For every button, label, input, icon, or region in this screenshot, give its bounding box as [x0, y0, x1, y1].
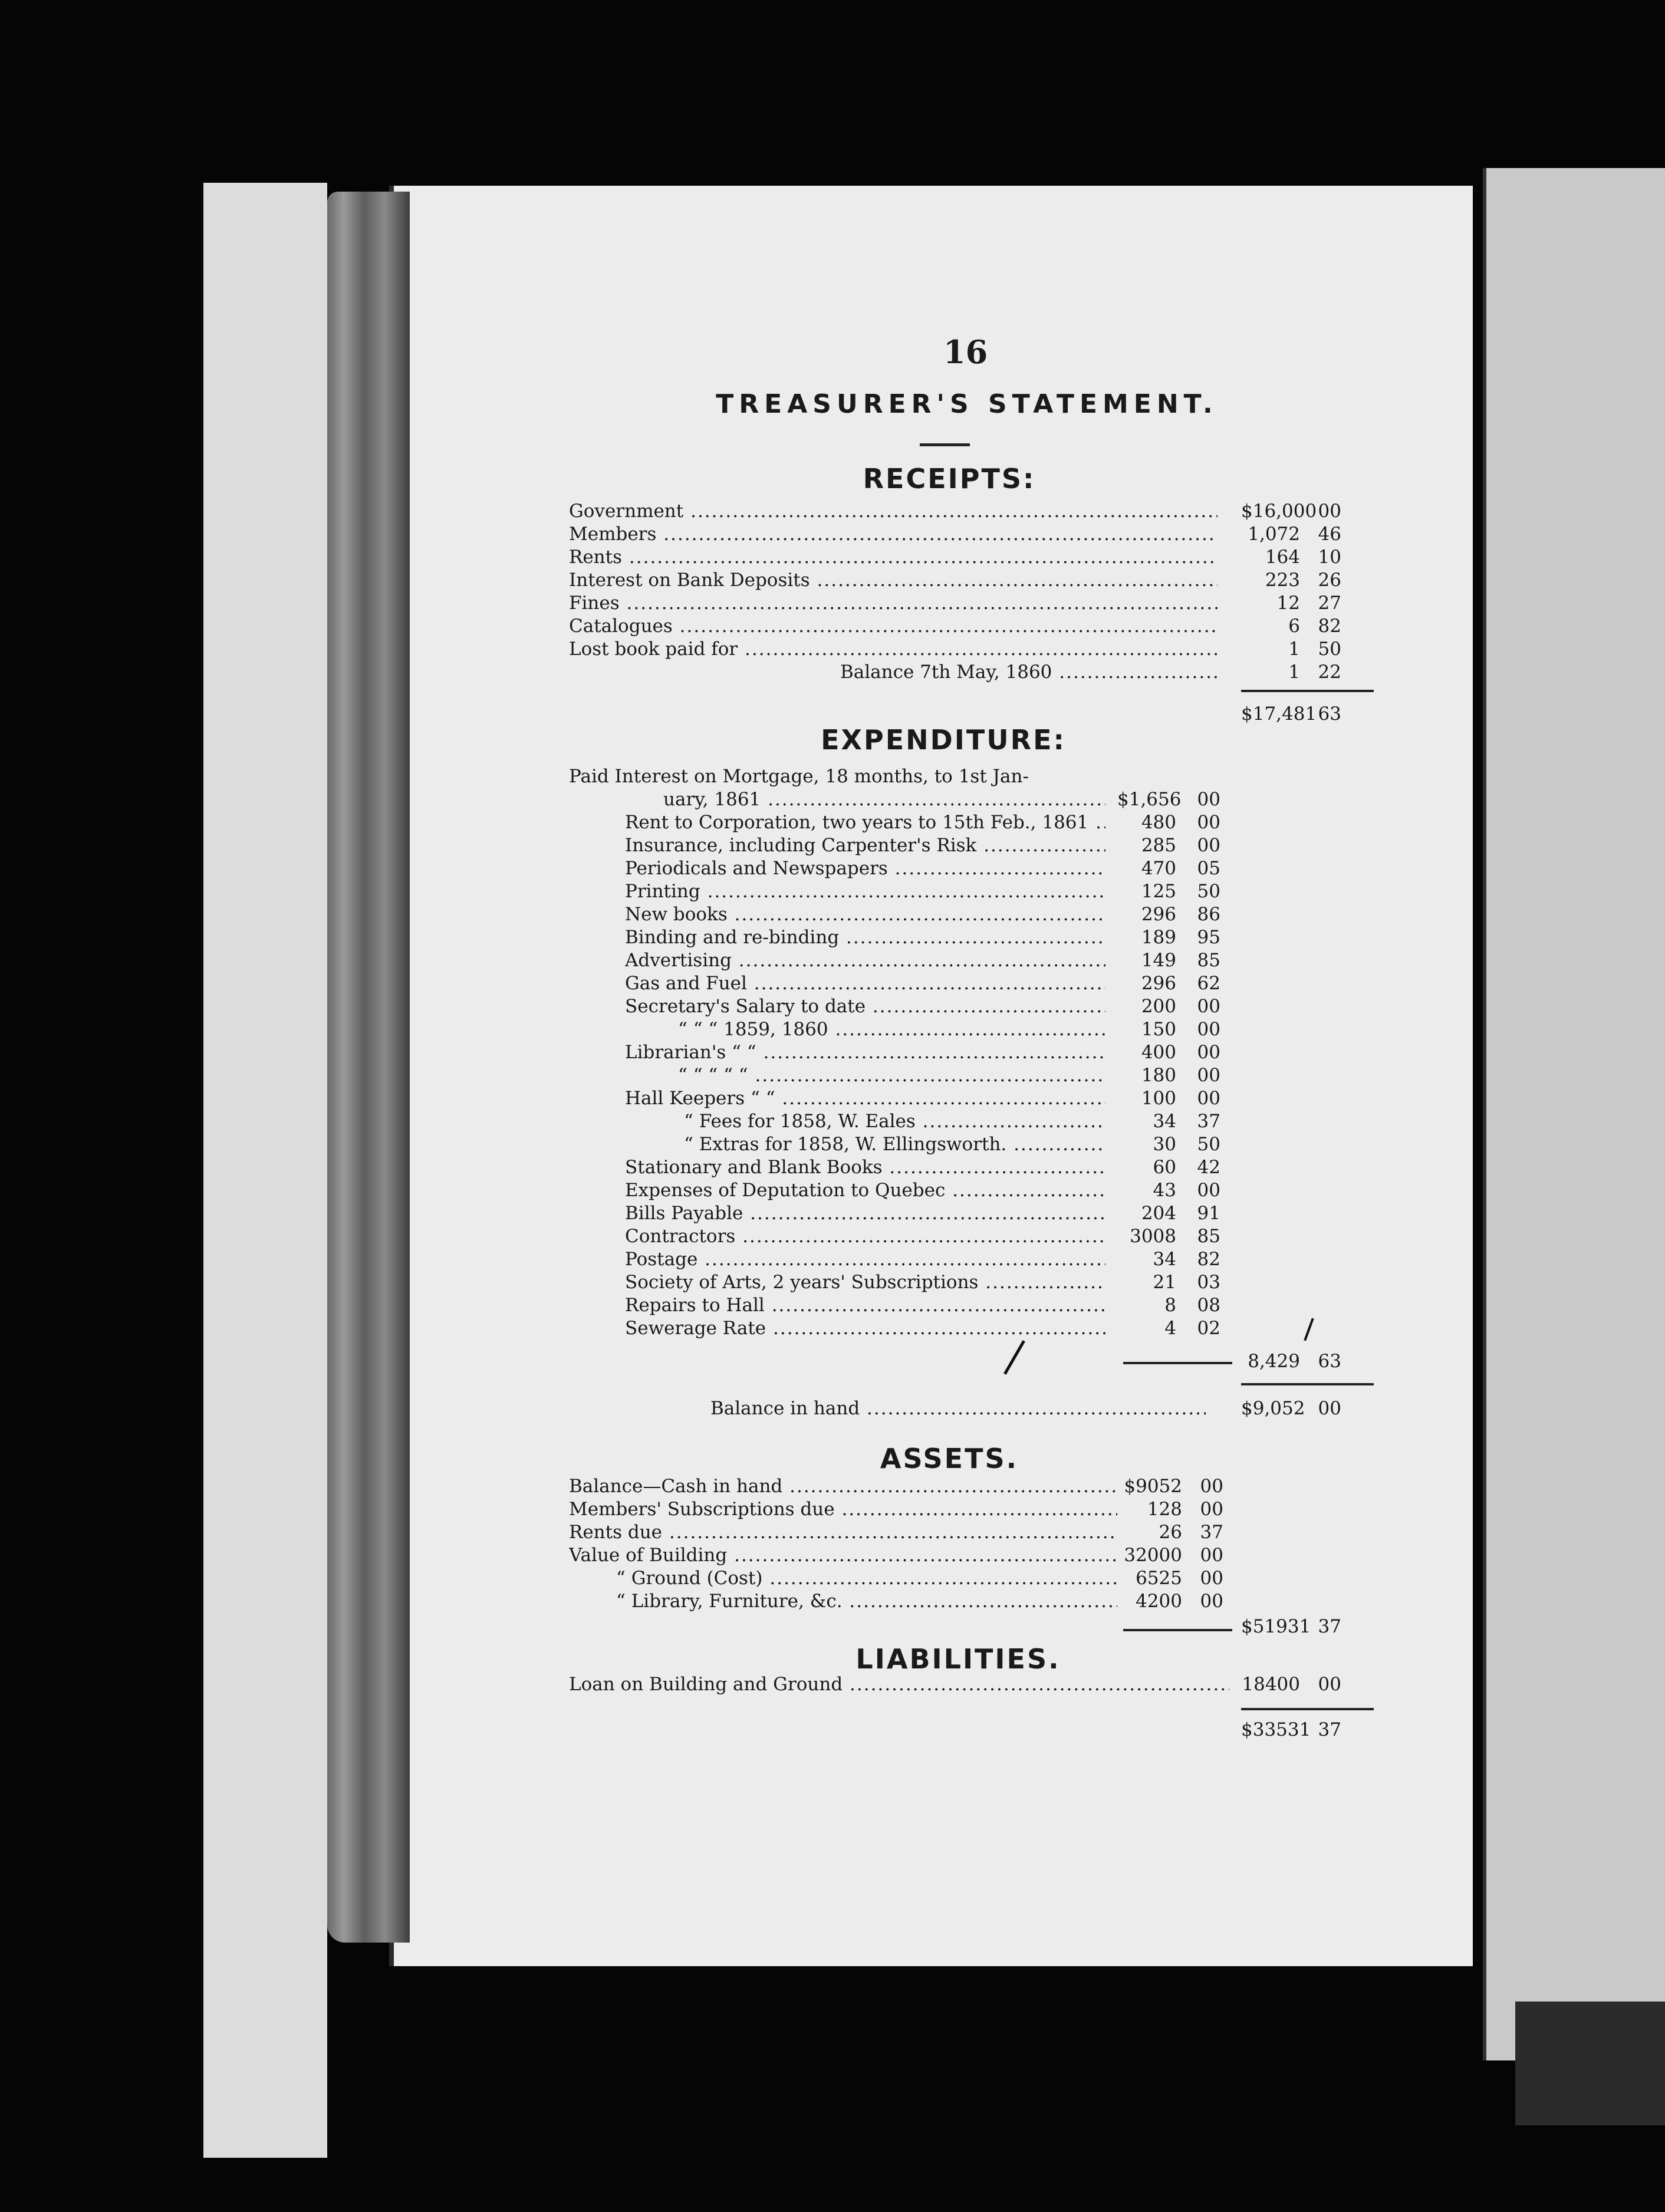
receipts-item-dollars: 164: [1265, 547, 1300, 568]
receipts-rule: [1241, 690, 1374, 692]
expenditure-item-cents: 50: [1197, 881, 1220, 902]
expenditure-item-dollars: 4: [1164, 1318, 1176, 1339]
receipts-row: [569, 569, 1371, 592]
expenditure-row: [569, 811, 1371, 834]
liabilities-heading: LIABILITIES.: [855, 1643, 1061, 1675]
expenditure-item-dollars: 296: [1141, 973, 1176, 994]
expenditure-item-label: Printing .....: [625, 880, 1105, 903]
assets-row: [569, 1475, 1371, 1498]
expenditure-item-dollars: 60: [1153, 1157, 1176, 1178]
expenditure-item-label: Stationary and Blank Books .....: [625, 1156, 1105, 1179]
receipts-row: [569, 500, 1371, 523]
receipts-heading: RECEIPTS:: [863, 463, 1036, 495]
receipts-item-dollars: 1: [1288, 638, 1300, 660]
expenditure-item-cents: 00: [1197, 812, 1220, 833]
assets-item-label: “ Library, Furniture, &c. .....: [616, 1590, 1117, 1613]
expenditure-item-cents: 00: [1197, 1042, 1220, 1063]
receipts-row: [569, 592, 1371, 615]
expenditure-item-label: Advertising .....: [625, 949, 1105, 972]
expenditure-total-dollars: 8,429: [1248, 1351, 1300, 1372]
expenditure-item-dollars: 125: [1141, 881, 1176, 902]
expenditure-item-dollars: 8: [1164, 1295, 1176, 1316]
balance-label: Balance in hand .....: [710, 1397, 1206, 1420]
expenditure-item-cents: 00: [1197, 1088, 1220, 1109]
expenditure-item-dollars: 100: [1141, 1088, 1176, 1109]
expenditure-row: [569, 1018, 1371, 1041]
receipts-item-label: Catalogues .....: [569, 615, 1218, 638]
book-binding-edge: [327, 192, 410, 1943]
expenditure-item-label: Secretary's Salary to date .....: [625, 995, 1105, 1018]
assets-item-cents: 00: [1200, 1545, 1223, 1566]
receipts-row: [569, 661, 1371, 684]
assets-item-label: Balance—Cash in hand .....: [569, 1475, 1117, 1498]
receipts-item-dollars: 12: [1276, 592, 1300, 614]
expenditure-item-label: Hall Keepers “ “ .....: [625, 1087, 1105, 1110]
receipts-row: [569, 546, 1371, 569]
expenditure-item-dollars: 43: [1153, 1180, 1176, 1201]
receipts-row: [569, 638, 1371, 661]
expenditure-item-cents: 00: [1197, 1065, 1220, 1086]
expenditure-item-label: “ Fees for 1858, W. Eales .....: [684, 1110, 1105, 1133]
assets-total-cents: 37: [1318, 1616, 1341, 1637]
receipts-item-label: Government .....: [569, 500, 1218, 523]
expenditure-item-label: Insurance, including Carpenter's Risk .....: [625, 834, 1105, 857]
assets-total: [569, 1615, 1371, 1638]
expenditure-row: [569, 1133, 1371, 1156]
expenditure-total: [569, 1350, 1371, 1373]
expenditure-item-dollars: 480: [1141, 812, 1176, 833]
balance-dollars: $9,052: [1241, 1398, 1305, 1419]
receipts-item-label: Balance 7th May, 1860 .....: [840, 661, 1218, 684]
receipts-item-label: Fines .....: [569, 592, 1218, 615]
liabilities-row: [569, 1673, 1371, 1696]
assets-item-dollars: $9052: [1124, 1476, 1182, 1497]
expenditure-item-label: Paid Interest on Mortgage, 18 months, to 1st Jan-: [569, 766, 1029, 787]
assets-item-label: Value of Building .....: [569, 1544, 1117, 1567]
expenditure-item-cents: 86: [1197, 904, 1220, 925]
assets-item-dollars: 32000: [1124, 1545, 1182, 1566]
expenditure-item-dollars: 180: [1141, 1065, 1176, 1086]
receipts-item-dollars: 223: [1265, 570, 1300, 591]
expenditure-row: [569, 788, 1371, 811]
expenditure-row: [569, 1041, 1371, 1064]
expenditure-item-cents: 05: [1197, 858, 1220, 879]
expenditure-item-cents: 37: [1197, 1111, 1220, 1132]
expenditure-item-label: Bills Payable .....: [625, 1202, 1105, 1225]
expenditure-item-dollars: 34: [1153, 1111, 1176, 1132]
expenditure-item-dollars: 150: [1141, 1019, 1176, 1040]
expenditure-item-cents: 85: [1197, 950, 1220, 971]
expenditure-row: [569, 834, 1371, 857]
expenditure-item-label: “ Extras for 1858, W. Ellingsworth. .....: [684, 1133, 1105, 1156]
expenditure-row: [569, 926, 1371, 949]
expenditure-item-label: Postage .....: [625, 1248, 1105, 1271]
assets-row: [569, 1590, 1371, 1613]
assets-item-dollars: 6525: [1136, 1568, 1182, 1589]
expenditure-row: [569, 949, 1371, 972]
expenditure-row: [569, 972, 1371, 995]
assets-item-label: Members' Subscriptions due .....: [569, 1498, 1117, 1521]
assets-item-dollars: 128: [1147, 1499, 1182, 1520]
expenditure-item-label: New books .....: [625, 903, 1105, 926]
liabilities-item-label: Loan on Building and Ground .....: [569, 1673, 1229, 1696]
expenditure-item-label: Repairs to Hall .....: [625, 1294, 1105, 1317]
assets-item-cents: 00: [1200, 1476, 1223, 1497]
receipts-item-cents: 00: [1318, 501, 1341, 522]
expenditure-item-label: uary, 1861 .....: [663, 788, 1105, 811]
expenditure-item-dollars: 296: [1141, 904, 1176, 925]
expenditure-item-cents: 08: [1197, 1295, 1220, 1316]
liabilities-list: [569, 1673, 1371, 1696]
expenditure-item-cents: 95: [1197, 927, 1220, 948]
expenditure-item-cents: 00: [1197, 789, 1220, 810]
expenditure-row: [569, 880, 1371, 903]
receipts-row: [569, 523, 1371, 546]
assets-item-label: Rents due .....: [569, 1521, 1117, 1544]
receipts-item-cents: 26: [1318, 570, 1341, 591]
receipts-item-label: Rents .....: [569, 546, 1218, 569]
expenditure-item-label: Society of Arts, 2 years' Subscriptions .....: [625, 1271, 1105, 1294]
expenditure-list: [569, 788, 1371, 1340]
assets-item-cents: 00: [1200, 1499, 1223, 1520]
expenditure-total-cents: 63: [1318, 1351, 1341, 1372]
balance-in-hand: [569, 1397, 1371, 1420]
expenditure-row: [569, 1294, 1371, 1317]
expenditure-row: [569, 1156, 1371, 1179]
expenditure-item-dollars: 189: [1141, 927, 1176, 948]
expenditure-item-dollars: 21: [1153, 1272, 1176, 1293]
receipts-item-cents: 22: [1318, 661, 1341, 683]
expenditure-row: [569, 1248, 1371, 1271]
expenditure-item-dollars: 149: [1141, 950, 1176, 971]
expenditure-heading: EXPENDITURE:: [821, 724, 1066, 756]
facing-page-shadow: [1515, 2002, 1665, 2125]
receipts-item-cents: 50: [1318, 638, 1341, 660]
balance-rule: [1241, 1383, 1374, 1385]
receipts-item-dollars: 1: [1288, 661, 1300, 683]
expenditure-item-label: Gas and Fuel .....: [625, 972, 1105, 995]
expenditure-item-cents: 85: [1197, 1226, 1220, 1247]
expenditure-row: [569, 1087, 1371, 1110]
receipts-item-label: Members .....: [569, 523, 1218, 546]
expenditure-item-dollars: 34: [1153, 1249, 1176, 1270]
receipts-item-cents: 46: [1318, 524, 1341, 545]
expenditure-item-dollars: 30: [1153, 1134, 1176, 1155]
expenditure-item-label: Sewerage Rate .....: [625, 1317, 1105, 1340]
liabilities-item-cents: 00: [1318, 1674, 1341, 1695]
expenditure-row: [569, 1064, 1371, 1087]
receipts-item-dollars: 6: [1288, 615, 1300, 637]
assets-row: [569, 1498, 1371, 1521]
expenditure-item-cents: 42: [1197, 1157, 1220, 1178]
expenditure-item-cents: 00: [1197, 835, 1220, 856]
assets-item-dollars: 26: [1159, 1522, 1182, 1543]
expenditure-item-label: “ “ “ 1859, 1860 .....: [678, 1018, 1105, 1041]
receipts-list: [569, 500, 1371, 684]
receipts-item-cents: 82: [1318, 615, 1341, 637]
receipts-row: [569, 615, 1371, 638]
assets-row: [569, 1544, 1371, 1567]
expenditure-item-cents: 02: [1197, 1318, 1220, 1339]
receipts-item-cents: 27: [1318, 592, 1341, 614]
expenditure-row: [569, 1317, 1371, 1340]
receipts-total-dollars: $17,481: [1241, 703, 1317, 725]
expenditure-item-cents: 62: [1197, 973, 1220, 994]
expenditure-item-cents: 91: [1197, 1203, 1220, 1224]
expenditure-item-dollars: 3008: [1130, 1226, 1176, 1247]
expenditure-first-line: [569, 765, 1371, 788]
expenditure-item-label: Periodicals and Newspapers .....: [625, 857, 1105, 880]
expenditure-row: [569, 1110, 1371, 1133]
expenditure-item-label: “ “ “ “ “ .....: [678, 1064, 1105, 1087]
receipts-total-cents: 63: [1318, 703, 1341, 725]
expenditure-item-dollars: 204: [1141, 1203, 1176, 1224]
assets-list: [569, 1475, 1371, 1613]
expenditure-item-label: Librarian's “ “ .....: [625, 1041, 1105, 1064]
expenditure-item-dollars: 200: [1141, 996, 1176, 1017]
net-total-dollars: $33531: [1241, 1719, 1311, 1740]
receipts-item-dollars: $16,000: [1241, 501, 1317, 522]
expenditure-row: [569, 995, 1371, 1018]
expenditure-item-dollars: 285: [1141, 835, 1176, 856]
left-margin-sheet: [203, 183, 327, 2158]
receipts-total: [569, 703, 1371, 726]
expenditure-item-label: Binding and re-binding .....: [625, 926, 1105, 949]
balance-cents: 00: [1318, 1398, 1341, 1419]
expenditure-item-cents: 03: [1197, 1272, 1220, 1293]
expenditure-item-dollars: $1,656: [1117, 789, 1182, 810]
liabilities-rule: [1241, 1708, 1374, 1710]
expenditure-item-cents: 00: [1197, 1180, 1220, 1201]
expenditure-row: [569, 1225, 1371, 1248]
expenditure-item-cents: 00: [1197, 1019, 1220, 1040]
expenditure-item-label: Contractors .....: [625, 1225, 1105, 1248]
expenditure-item-label: Rent to Corporation, two years to 15th Feb., 1861 .....: [625, 811, 1105, 834]
page-number: 16: [943, 333, 988, 371]
expenditure-row: [569, 1202, 1371, 1225]
receipts-item-label: Interest on Bank Deposits .....: [569, 569, 1218, 592]
expenditure-item-label: Expenses of Deputation to Quebec .....: [625, 1179, 1105, 1202]
receipts-item-label: Lost book paid for .....: [569, 638, 1218, 661]
assets-item-label: “ Ground (Cost) .....: [616, 1567, 1117, 1590]
expenditure-item-cents: 50: [1197, 1134, 1220, 1155]
liabilities-item-dollars: 18400: [1242, 1674, 1300, 1695]
assets-heading: ASSETS.: [880, 1443, 1019, 1474]
facing-page: [1483, 168, 1665, 2060]
assets-row: [569, 1521, 1371, 1544]
assets-total-dollars: $51931: [1241, 1616, 1311, 1637]
expenditure-item-cents: 82: [1197, 1249, 1220, 1270]
assets-item-cents: 37: [1200, 1522, 1223, 1543]
page-title: TREASURER'S STATEMENT.: [716, 389, 1218, 419]
expenditure-row: [569, 1271, 1371, 1294]
receipts-item-cents: 10: [1318, 547, 1341, 568]
assets-item-cents: 00: [1200, 1568, 1223, 1589]
receipts-item-dollars: 1,072: [1248, 524, 1300, 545]
assets-item-cents: 00: [1200, 1591, 1223, 1612]
assets-row: [569, 1567, 1371, 1590]
expenditure-item-dollars: 470: [1141, 858, 1176, 879]
net-total: [569, 1719, 1371, 1742]
expenditure-row: [569, 1179, 1371, 1202]
title-rule: [920, 443, 970, 446]
assets-item-dollars: 4200: [1136, 1591, 1182, 1612]
net-total-cents: 37: [1318, 1719, 1341, 1740]
expenditure-item-dollars: 400: [1141, 1042, 1176, 1063]
expenditure-row: [569, 903, 1371, 926]
expenditure-item-cents: 00: [1197, 996, 1220, 1017]
expenditure-row: [569, 857, 1371, 880]
